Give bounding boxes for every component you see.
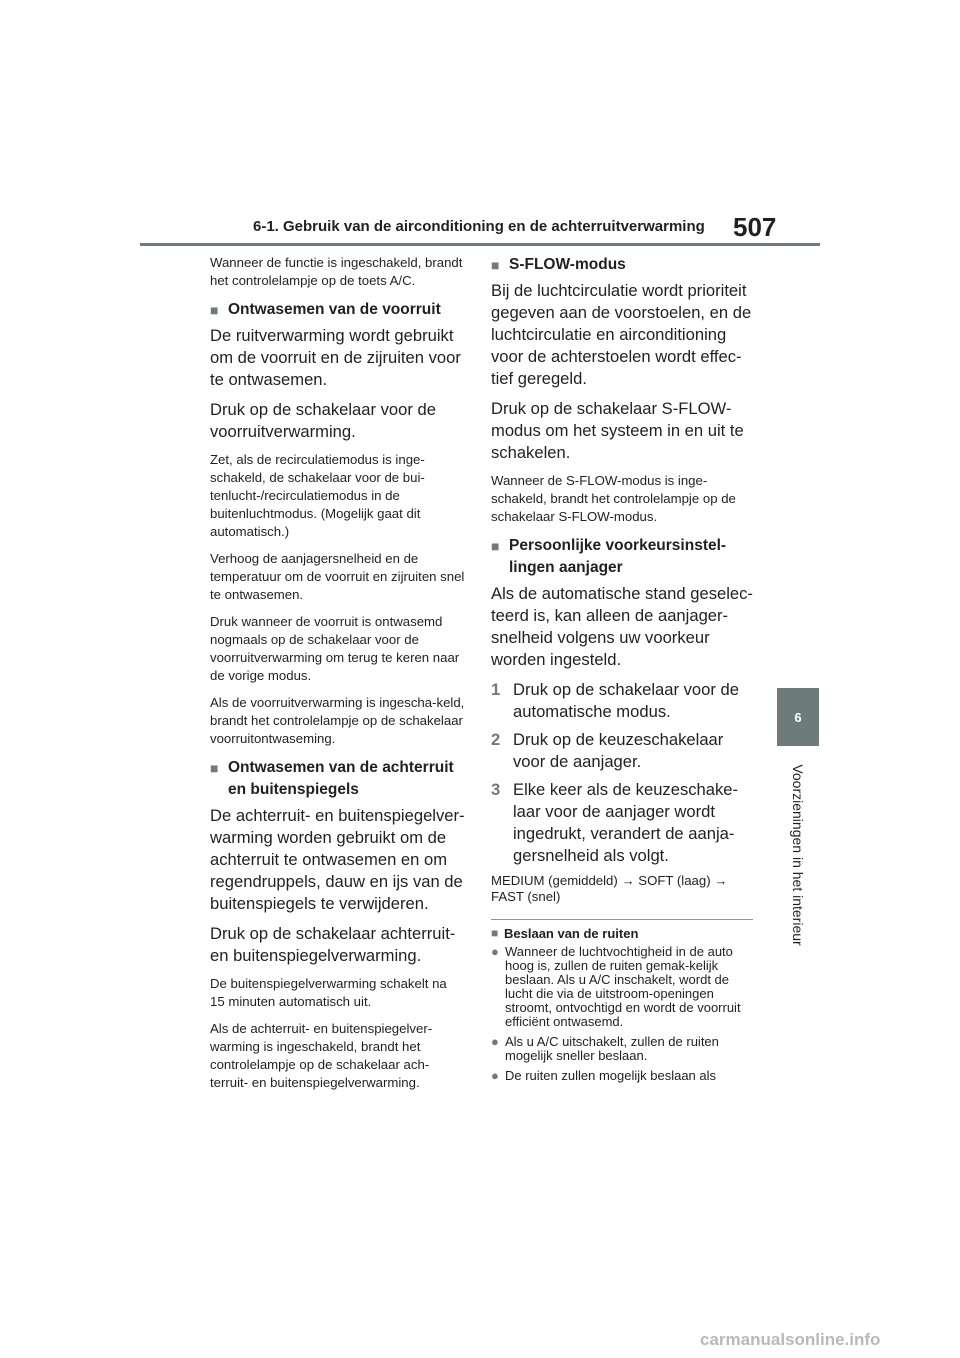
square-bullet-icon: ■	[491, 926, 499, 940]
paragraph: De ruitverwarming wordt gebruikt om de voorruit en de zijruiten voor te ontwasemen.	[210, 326, 461, 389]
paragraph: Als de voorruitverwarming is ingescha-keld, brandt het controlelampje op de schakelaar voorruitontwaseming.	[210, 695, 465, 746]
paragraph: De buitenspiegelverwarming schakelt na 15 minuten automatisch uit.	[210, 976, 447, 1009]
section-heading: ■ S-FLOW-modus	[491, 254, 753, 276]
step-item: 2 Druk op de keuzeschakelaar voor de aanjager.	[491, 730, 724, 771]
step-item: 3 Elke keer als de keuzeschake-laar voor de aanjager wordt ingedrukt, verandert de aanja-gersnelheid als volgt.	[491, 780, 739, 865]
list-item: ● Als u A/C uitschakelt, zullen de ruiten mogelijk sneller beslaan.	[491, 1034, 719, 1063]
paragraph: Als de automatische stand geselec-teerd is, kan alleen de aanjager-snelheid volgens uw voorkeur worden ingesteld.	[491, 584, 753, 669]
paragraph: Zet, als de recirculatiemodus is inge-schakeld, de schakelaar voor de bui-tenlucht-/recirculatiemodus in de buitenluchtmodus. (Mogelijk gaat dit automatisch.)	[210, 452, 425, 539]
paragraph: Verhoog de aanjagersnelheid en de temperatuur om de voorruit en zijruiten snel te ontwasemen.	[210, 551, 465, 602]
section-title: 6-1. Gebruik van de airconditioning en de achterruitverwarming	[253, 218, 705, 235]
chapter-label: Voorzieningen in het interieur	[790, 764, 806, 946]
circle-bullet-icon: ●	[491, 1068, 499, 1083]
page-number: 507	[733, 212, 777, 242]
speed-sequence: MEDIUM (gemiddeld) → SOFT (laag) → FAST (snel)	[491, 873, 728, 904]
note-heading: ■ Beslaan van de ruiten	[491, 926, 639, 941]
paragraph: Druk op de schakelaar S-FLOW-modus om het systeem in en uit te schakelen.	[491, 399, 744, 462]
list-item: ● Wanneer de luchtvochtigheid in de auto hoog is, zullen de ruiten gemak-kelijk beslaan. Als u A/C inschakelt, wordt de lucht die via de uitstroom-openingen stroomt, ontvochtigd en wordt de voorruit efficiënt ontwasemd.	[491, 944, 741, 1029]
square-bullet-icon: ■	[491, 257, 500, 273]
square-bullet-icon: ■	[491, 538, 500, 554]
watermark: carmanualsonline.info	[700, 1330, 881, 1349]
paragraph: Als de achterruit- en buitenspiegelver-warming is ingeschakeld, brandt het controlelampje op de schakelaar ach-terruit- en buitenspiegelverwarming.	[210, 1021, 433, 1090]
divider	[491, 919, 753, 920]
section-heading: ■ Ontwasemen van de achterruit en buitenspiegels	[210, 757, 465, 801]
paragraph: Druk wanneer de voorruit is ontwasemd nogmaals op de schakelaar voor de voorruitverwarming om terug te keren naar de vorige modus.	[210, 614, 460, 683]
paragraph: De achterruit- en buitenspiegelver-warming worden gebruikt om de achterruit te ontwasemen en om regendruppels, dauw en ijs van de buitenspiegels te verwijderen.	[210, 806, 465, 913]
paragraph: Druk op de schakelaar voor de voorruitverwarming.	[210, 400, 436, 441]
header-divider	[140, 243, 820, 246]
paragraph: Bij de luchtcirculatie wordt prioriteit gegeven aan de voorstoelen, en de luchtcirculatie en airconditioning voor de achterstoelen wordt effec-tief geregeld.	[491, 281, 752, 388]
section-heading: ■ Ontwasemen van de voorruit	[210, 299, 465, 321]
list-item: ● De ruiten zullen mogelijk beslaan als	[491, 1068, 717, 1083]
chapter-number: 6	[794, 709, 802, 725]
circle-bullet-icon: ●	[491, 944, 499, 959]
circle-bullet-icon: ●	[491, 1034, 499, 1049]
paragraph: Druk op de schakelaar achterruit- en buitenspiegelverwarming.	[210, 924, 456, 965]
paragraph: Wanneer de functie is ingeschakeld, brandt het controlelampje op de toets A/C.	[210, 255, 463, 288]
step-item: 1 Druk op de schakelaar voor de automatische modus.	[491, 680, 739, 721]
chapter-tab[interactable]	[777, 688, 819, 746]
square-bullet-icon: ■	[210, 302, 219, 318]
square-bullet-icon: ■	[210, 760, 219, 776]
left-column	[210, 254, 465, 1101]
paragraph: Wanneer de S-FLOW-modus is inge-schakeld, brandt het controlelampje op de schakelaar S-FLOW-modus.	[491, 473, 736, 524]
right-column	[491, 254, 753, 1089]
section-heading: ■ Persoonlijke voorkeursinstel-lingen aanjager	[491, 535, 753, 579]
